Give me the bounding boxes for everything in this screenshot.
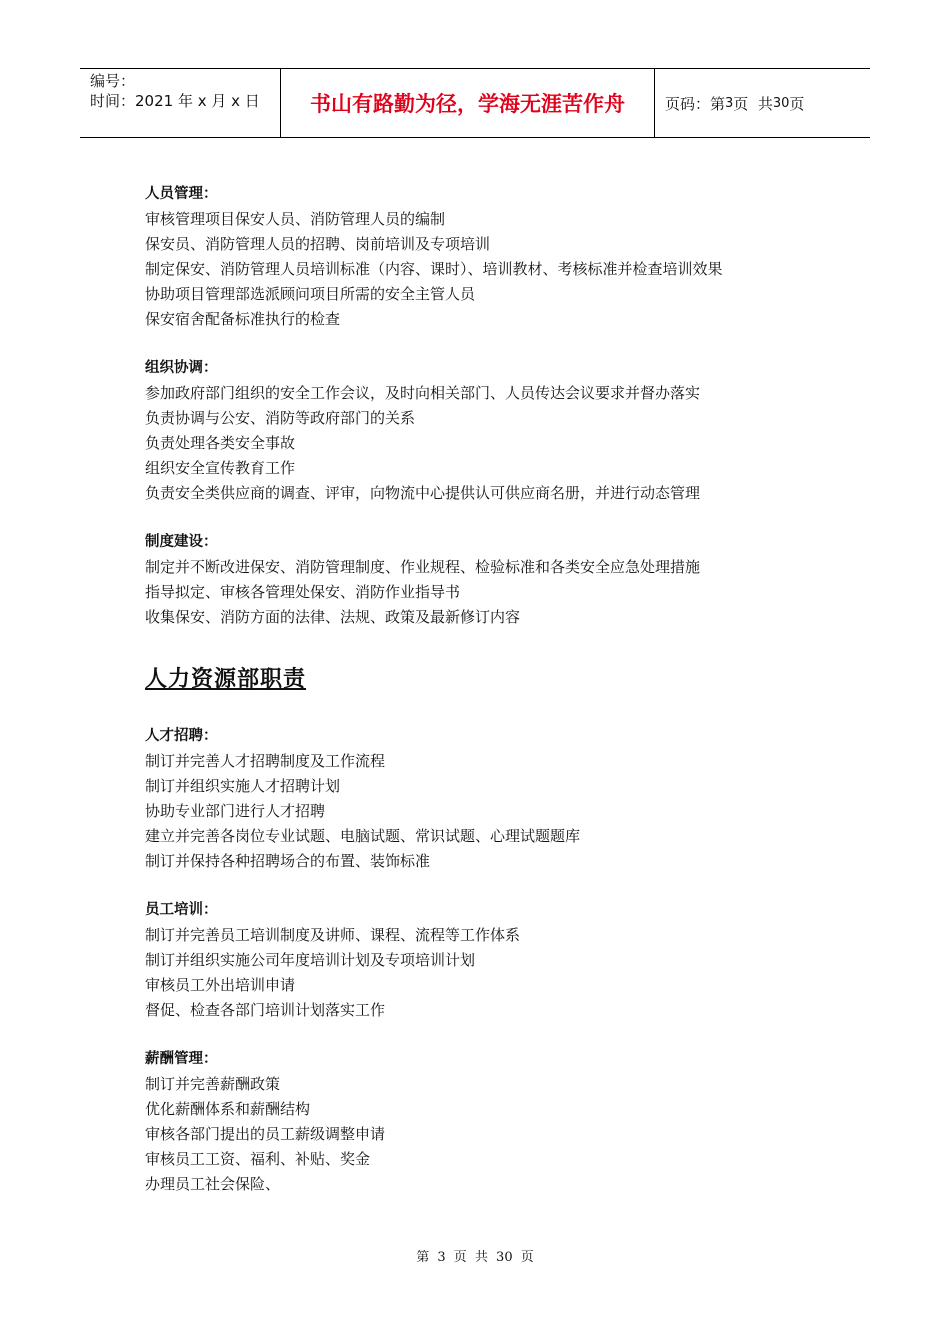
- list-item: 负责处理各类安全事故: [145, 434, 296, 452]
- department-title: 人力资源部职责: [145, 667, 307, 692]
- list-item: 保安员、消防管理人员的招聘、岗前培训及专项培训: [145, 235, 491, 253]
- list-item: 负责安全类供应商的调查、评审，向物流中心提供认可供应商名册，并进行动态管理: [145, 484, 701, 502]
- list-item: 审核管理项目保安人员、消防管理人员的编制: [145, 210, 446, 228]
- page-total: 30: [772, 95, 790, 111]
- list-item: 制定并不断改进保安、消防管理制度、作业规程、检验标准和各类安全应急处理措施: [145, 558, 701, 576]
- section: [145, 898, 845, 1023]
- section: [145, 1047, 845, 1197]
- page-prefix: 页码：第: [665, 94, 726, 113]
- section-title: 人员管理：: [145, 186, 218, 202]
- page-footer: 第 3 页 共 30 页: [416, 1250, 534, 1265]
- page-suffix: 页: [789, 94, 805, 113]
- list-item: 审核各部门提出的员工薪级调整申请: [145, 1125, 386, 1143]
- list-item: 收集保安、消防方面的法律、法规、政策及最新修订内容: [145, 608, 521, 626]
- list-item: 组织安全宣传教育工作: [145, 459, 296, 477]
- section: [145, 724, 845, 874]
- list-item: 制定保安、消防管理人员培训标准（内容、课时）、培训教材、考核标准并检查培训效果: [145, 260, 723, 278]
- list-item: 保安宿舍配备标准执行的检查: [145, 310, 341, 328]
- list-item: 审核员工工资、福利、补贴、奖金: [145, 1150, 371, 1168]
- number-label: 编号：: [90, 72, 136, 90]
- list-item: 制订并组织实施人才招聘计划: [145, 777, 341, 795]
- list-item: 指导拟定、审核各管理处保安、消防作业指导书: [145, 583, 461, 601]
- list-item: 制订并保持各种招聘场合的布置、装饰标准: [145, 852, 431, 870]
- list-item: 协助专业部门进行人才招聘: [145, 802, 326, 820]
- section-title: 员工培训：: [145, 902, 218, 918]
- list-item: 制订并完善员工培训制度及讲师、课程、流程等工作体系: [145, 926, 521, 944]
- page-header: [80, 68, 870, 138]
- section: [145, 530, 845, 630]
- list-item: 制订并完善人才招聘制度及工作流程: [145, 752, 386, 770]
- page-current: 3: [725, 95, 734, 111]
- header-meta: [80, 69, 280, 137]
- header-page-info: [655, 69, 870, 137]
- section-title: 组织协调：: [145, 360, 218, 376]
- list-item: 负责协调与公安、消防等政府部门的关系: [145, 409, 416, 427]
- section: [145, 182, 845, 332]
- document-body: [145, 182, 845, 1221]
- security-sections: [145, 182, 845, 630]
- section: [145, 356, 845, 506]
- list-item: 建立并完善各岗位专业试题、电脑试题、常识试题、心理试题题库: [145, 827, 581, 845]
- list-item: 参加政府部门组织的安全工作会议，及时向相关部门、人员传达会议要求并督办落实: [145, 384, 701, 402]
- list-item: 协助项目管理部选派顾问项目所需的安全主管人员: [145, 285, 476, 303]
- list-item: 办理员工社会保险、: [145, 1175, 281, 1193]
- list-item: 制订并组织实施公司年度培训计划及专项培训计划: [145, 951, 476, 969]
- list-item: 制订并完善薪酬政策: [145, 1075, 281, 1093]
- page-mid: 页 共: [733, 94, 773, 113]
- hr-sections: [145, 724, 845, 1197]
- section-title: 人才招聘：: [145, 728, 218, 744]
- section-title: 薪酬管理：: [145, 1051, 218, 1067]
- list-item: 审核员工外出培训申请: [145, 976, 296, 994]
- header-motto: 书山有路勤为径，学海无涯苦作舟: [280, 69, 655, 137]
- time-label: 时间：2021 年 x 月 x 日: [90, 92, 260, 110]
- section-title: 制度建设：: [145, 534, 218, 550]
- list-item: 督促、检查各部门培训计划落实工作: [145, 1001, 386, 1019]
- list-item: 优化薪酬体系和薪酬结构: [145, 1100, 311, 1118]
